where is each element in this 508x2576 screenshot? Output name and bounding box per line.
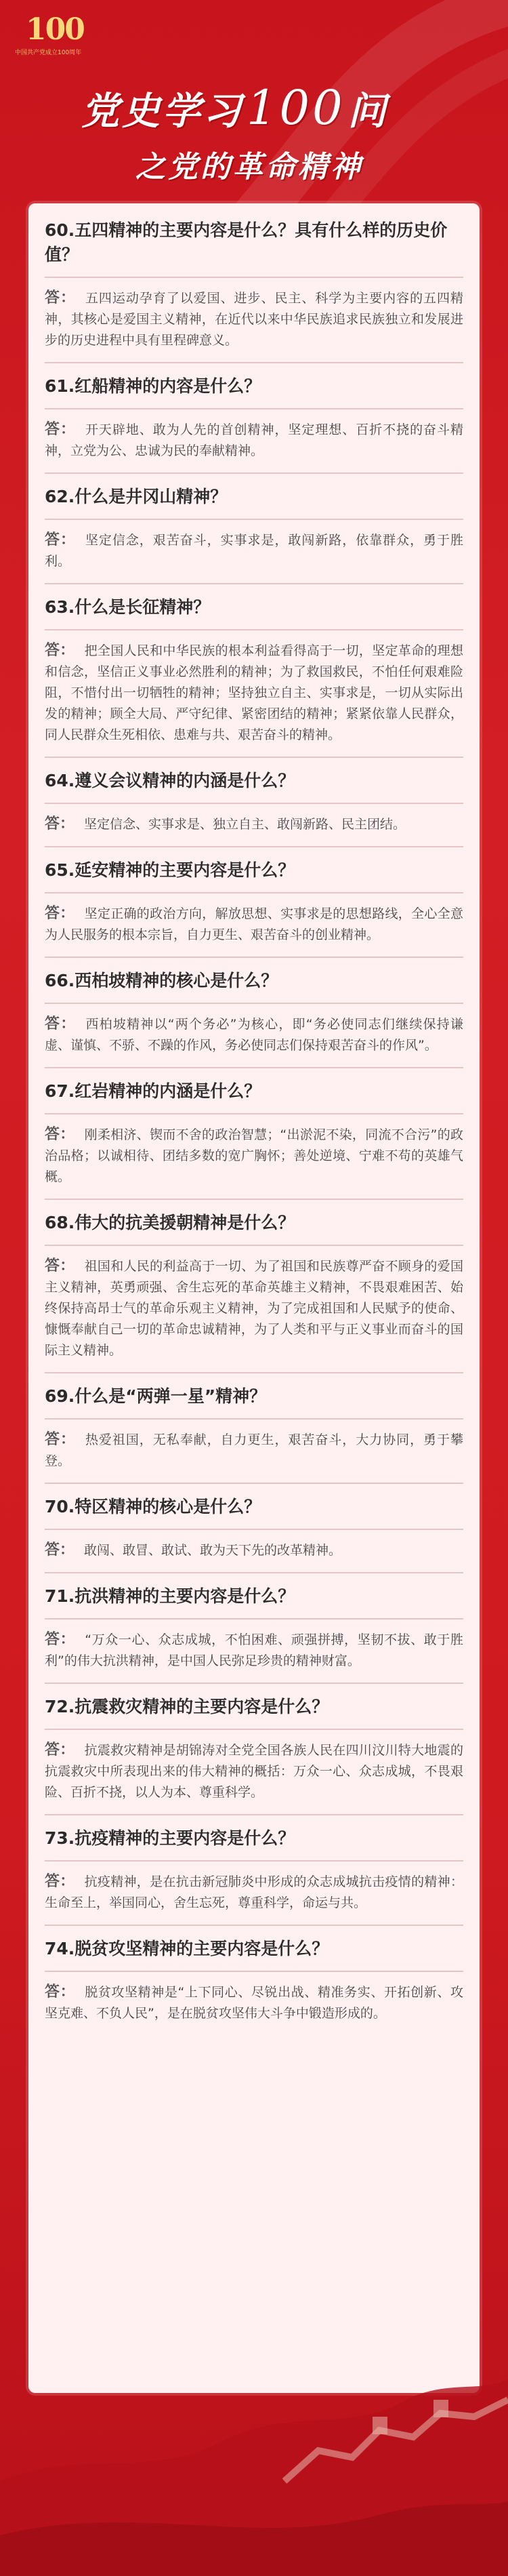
answer-text: 把全国人民和中华民族的根本利益看得高于一切，坚定革命的理想和信念，坚信正义事业必然胜利的精神；为了救国救民，不怕任何艰难险阻，不惜付出一切牺牲的精神；坚持独立自主、实事求是，一切从实际出发的精神；顾全大局、严守纪律、紧密团结的精神；紧紧依靠人民群众，同人民群众生死相依、患难与共、艰苦奋斗的精神。	[45, 643, 463, 742]
divider	[45, 277, 463, 278]
answer-text: 五四运动孕育了以爱国、进步、民主、科学为主要内容的五四精神，其核心是爱国主义精神，在近代以来中华民族追求民族独立和发展进步的历史进程中具有里程碑意义。	[45, 291, 463, 348]
qa-item	[28, 969, 480, 1068]
divider	[45, 1067, 463, 1068]
answer	[45, 287, 463, 351]
qa-item	[28, 1211, 480, 1373]
divider	[45, 846, 463, 847]
qa-item	[28, 1495, 480, 1573]
qa-item	[28, 485, 480, 584]
answer	[45, 813, 463, 835]
answer	[45, 419, 463, 462]
answer-text: 抗疫精神，是在抗击新冠肺炎中形成的众志成城抗击疫情的精神：生命至上，举国同心，舍生忘死，尊重科学，命运与共。	[45, 1874, 463, 1910]
page-header	[0, 0, 508, 197]
divider	[45, 1245, 463, 1246]
title-post: 问	[347, 89, 389, 134]
divider	[45, 1860, 463, 1861]
divider	[45, 472, 463, 474]
answer-text: 坚定信念、实事求是、独立自主、敢闯新路、民主团结。	[84, 817, 406, 832]
divider	[45, 1683, 463, 1684]
qa-item	[28, 1695, 480, 1815]
divider	[45, 1729, 463, 1730]
question-text: 63.什么是长征精神？	[45, 597, 211, 617]
answer-label: 答：	[45, 905, 75, 922]
answer	[45, 1629, 463, 1672]
answer	[45, 1124, 463, 1188]
answer-label: 答：	[45, 1984, 76, 2000]
great-wall-illustration	[0, 2278, 508, 2576]
answer-label: 答：	[45, 1742, 75, 1758]
qa-card	[28, 203, 480, 2393]
answer-label: 答：	[45, 1431, 76, 1448]
answer-label: 答：	[45, 816, 75, 832]
qa-item	[28, 203, 480, 363]
divider	[45, 1971, 463, 1972]
question-text: 74.脱贫攻坚精神的主要内容是什么？	[45, 1939, 329, 1958]
question-text: 64.遵义会议精神的内涵是什么？	[45, 771, 295, 790]
qa-item	[28, 1384, 480, 1484]
answer-text: 抗震救灾精神是胡锦涛对全党全国各族人民在四川汶川特大地震的抗震救灾中所表现出来的伟大精神的概括：万众一心、众志成城，不畏艰险、百折不挠，以人为本、尊重科学。	[45, 1743, 463, 1800]
answer-label: 答：	[45, 1126, 75, 1143]
qa-item	[28, 1826, 480, 1926]
question-text: 68.伟大的抗美援朝精神是什么？	[45, 1213, 295, 1232]
answer	[45, 1871, 463, 1914]
divider	[45, 1572, 463, 1573]
answer	[45, 1255, 463, 1361]
divider	[45, 583, 463, 584]
answer	[45, 640, 463, 746]
divider	[45, 1372, 463, 1373]
divider	[45, 1483, 463, 1484]
party-centenary-logo	[15, 12, 110, 56]
answer-label: 答：	[45, 421, 76, 438]
question-text: 71.抗洪精神的主要内容是什么？	[45, 1586, 295, 1606]
question-text: 66.西柏坡精神的核心是什么？	[45, 971, 278, 990]
question-text: 62.什么是井冈山精神？	[45, 487, 228, 506]
answer	[45, 529, 463, 572]
answer-text: 刚柔相济、锲而不舍的政治智慧；“出淤泥不染，同流不合污”的政治品格；以诚相待、团结多数的宽广胸怀；善处逆境、宁难不苟的英雄气概。	[45, 1127, 463, 1184]
divider	[45, 1618, 463, 1619]
qa-item	[28, 1079, 480, 1200]
answer	[45, 1429, 463, 1472]
divider	[45, 757, 463, 758]
question-text: 60.五四精神的主要内容是什么？具有什么样的历史价值？	[45, 220, 448, 264]
logo-org-text: 中国共产党成立100周年	[15, 49, 82, 56]
answer	[45, 903, 463, 946]
answer	[45, 1539, 463, 1561]
divider	[45, 1925, 463, 1926]
divider	[45, 957, 463, 958]
page-title	[81, 80, 389, 136]
question-text: 73.抗疫精神的主要内容是什么？	[45, 1828, 295, 1848]
answer-text: 祖国和人民的利益高于一切、为了祖国和民族尊严奋不顾身的爱国主义精神，英勇顽强、舍生忘死的革命英雄主义精神，不畏艰难困苦、始终保持高昂士气的革命乐观主义精神，为了完成祖国和人民赋予的使命、慷慨奉献自己一切的革命忠诚精神，为了人类和平与正义事业而奋斗的国际主义精神。	[45, 1259, 463, 1358]
answer-text: 坚定正确的政治方向，解放思想、实事求是的思想路线，全心全意为人民服务的根本宗旨，自力更生、艰苦奋斗的创业精神。	[45, 906, 463, 942]
qa-item	[28, 858, 480, 958]
divider	[45, 1529, 463, 1530]
qa-item	[28, 374, 480, 474]
answer-text: 敢闯、敢冒、敢试、敢为天下先的改革精神。	[84, 1543, 342, 1558]
qa-item	[28, 1584, 480, 1684]
title-hundred: 100	[247, 80, 345, 136]
divider	[45, 1003, 463, 1004]
answer-label: 答：	[45, 642, 75, 659]
question-text: 72.抗震救灾精神的主要内容是什么？	[45, 1697, 329, 1716]
answer-label: 答：	[45, 1257, 75, 1274]
answer-label: 答：	[45, 289, 76, 306]
answer-label: 答：	[45, 1873, 75, 1890]
answer	[45, 1739, 463, 1803]
answer-label: 答：	[45, 1015, 77, 1032]
divider	[45, 1814, 463, 1815]
question-text: 61.红船精神的内容是什么？	[45, 376, 261, 396]
answer-text: “万众一心、众志成城，不怕困难、顽强拼搏，坚韧不拔、敢于胜利”的伟大抗洪精神，是中国人民弥足珍贵的精神财富。	[45, 1632, 463, 1668]
qa-item	[28, 1937, 480, 2024]
answer-text: 西柏坡精神以“两个务必”为核心，即“务必使同志们继续保持谦虚、谨慎、不骄、不躁的作风，务必使同志们保持艰苦奋斗的作风”。	[45, 1017, 463, 1053]
qa-item	[28, 595, 480, 758]
divider	[45, 408, 463, 409]
question-text: 65.延安精神的主要内容是什么？	[45, 860, 295, 880]
answer-text: 脱贫攻坚精神是“上下同心、尽锐出战、精准务实、开拓创新、攻坚克难、不负人民”，是在脱贫攻坚伟大斗争中锻造形成的。	[45, 1985, 463, 2021]
question-text: 69.什么是“两弹一星”精神？	[45, 1386, 267, 1406]
question-text: 67.红岩精神的内涵是什么？	[45, 1081, 261, 1101]
divider	[45, 1418, 463, 1420]
title-pre: 党史学习	[81, 89, 244, 134]
qa-item	[28, 769, 480, 847]
answer-text: 热爱祖国，无私奉献，自力更生，艰苦奋斗，大力协同，勇于攀登。	[45, 1432, 463, 1468]
answer	[45, 1013, 463, 1056]
page-subtitle: 之党的革命精神	[135, 150, 363, 184]
divider	[45, 1113, 463, 1114]
question-text: 70.特区精神的核心是什么？	[45, 1497, 261, 1516]
answer	[45, 1981, 463, 2024]
divider	[45, 519, 463, 520]
divider	[45, 1199, 463, 1200]
answer-text: 开天辟地、敢为人先的首创精神，坚定理想、百折不挠的奋斗精神，立党为公、忠诚为民的奉献精神。	[45, 422, 463, 458]
answer-label: 答：	[45, 531, 76, 548]
answer-text: 坚定信念，艰苦奋斗，实事求是，敢闯新路，依靠群众，勇于胜利。	[45, 533, 463, 569]
divider	[45, 629, 463, 630]
answer-label: 答：	[45, 1631, 76, 1648]
divider	[45, 362, 463, 363]
answer-label: 答：	[45, 1542, 75, 1558]
logo-number: 100	[26, 12, 84, 47]
divider	[45, 892, 463, 893]
divider	[45, 803, 463, 804]
